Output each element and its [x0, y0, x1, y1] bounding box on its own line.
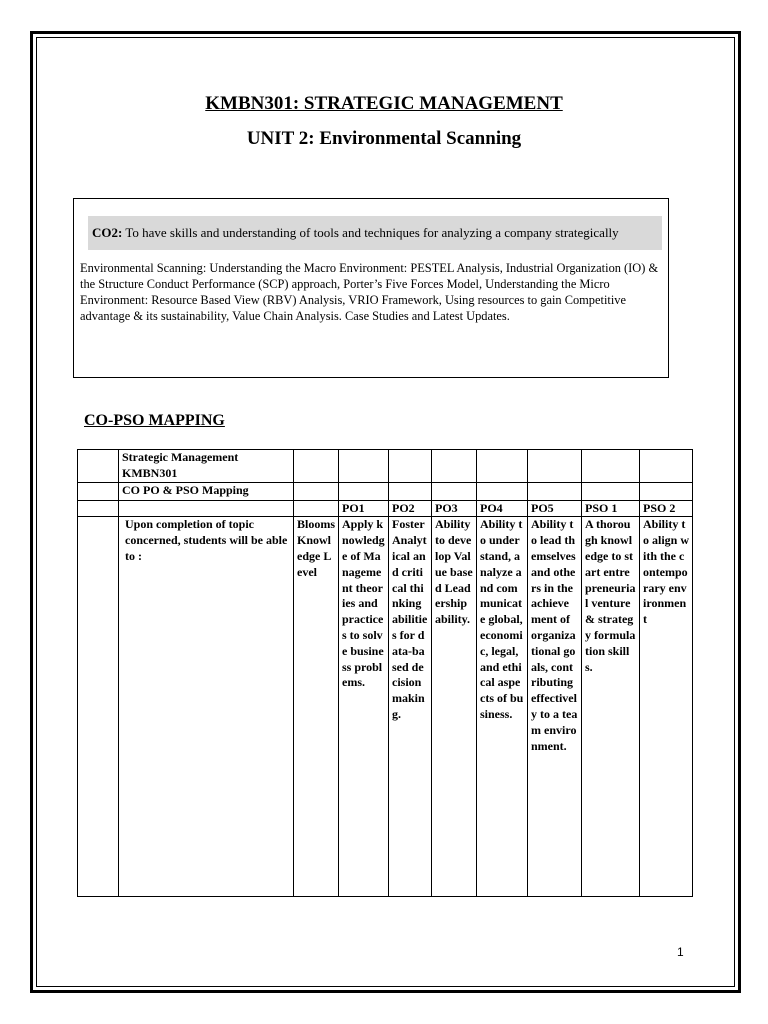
table-header-row: [78, 500, 693, 517]
table-cell: [432, 482, 477, 500]
course-outcome-bar: [88, 216, 662, 250]
po4-description-cell: Ability to understand, analyze and communicate global, economic, legal, and ethical aspects of business.: [477, 517, 528, 897]
table-cell: [339, 482, 389, 500]
table-cell: [432, 450, 477, 483]
table-cell: [389, 482, 432, 500]
po1-description-cell: Apply knowledge of Management theories and practices to solve business problems.: [339, 517, 389, 897]
course-label-cell: Strategic Management KMBN301: [119, 450, 294, 483]
row-label-cell: Upon completion of topic concerned, students will be able to :: [119, 517, 294, 897]
mapping-heading: CO-PSO MAPPING: [84, 412, 225, 429]
blooms-level-cell: Blooms Knowledge Level: [294, 517, 339, 897]
table-cell: [78, 517, 119, 897]
table-cell: [294, 500, 339, 517]
mapping-label-cell: CO PO & PSO Mapping: [119, 482, 294, 500]
po2-description-cell: Foster Analytical and critical thinking abilities for data-based decision making.: [389, 517, 432, 897]
table-cell: [339, 450, 389, 483]
course-outcome-box: [73, 198, 669, 378]
table-cell: [528, 450, 582, 483]
table-cell: [477, 450, 528, 483]
course-outcome-text: To have skills and understanding of tools and techniques for analyzing a company strategically: [122, 225, 619, 240]
table-cell: [582, 482, 640, 500]
table-cell: [78, 450, 119, 483]
table-cell: [78, 482, 119, 500]
table-row: [78, 517, 693, 897]
column-header-pso1: PSO 1: [582, 500, 640, 517]
table-cell: [528, 482, 582, 500]
table-cell: [119, 500, 294, 517]
column-header-po3: PO3: [432, 500, 477, 517]
column-header-pso2: PSO 2: [640, 500, 693, 517]
column-header-po4: PO4: [477, 500, 528, 517]
pso1-description-cell: A thorough knowledge to start entrepreneurial venture & strategy formulation skills.: [582, 517, 640, 897]
table-cell: [294, 482, 339, 500]
co-pso-mapping-table: [77, 449, 693, 897]
page-number: 1: [677, 945, 684, 959]
table-cell: [640, 482, 693, 500]
unit-title: UNIT 2: Environmental Scanning: [246, 128, 522, 149]
po3-description-cell: Ability to develop Value based Leadership ability.: [432, 517, 477, 897]
column-header-po1: PO1: [339, 500, 389, 517]
table-cell: [477, 482, 528, 500]
table-cell: [389, 450, 432, 483]
course-outcome-code: CO2:: [92, 225, 123, 240]
table-cell: [640, 450, 693, 483]
table-cell: [294, 450, 339, 483]
table-row: [78, 450, 693, 483]
course-title: KMBN301: STRATEGIC MANAGEMENT: [205, 93, 563, 114]
column-header-po5: PO5: [528, 500, 582, 517]
pso2-description-cell: Ability to align with the contemporary environment: [640, 517, 693, 897]
table-row: [78, 482, 693, 500]
table-cell: [78, 500, 119, 517]
column-header-po2: PO2: [389, 500, 432, 517]
course-outcome-description: Environmental Scanning: Understanding the Macro Environment: PESTEL Analysis, Industrial Organization (IO) & the Structure Conduct Performance (SCP) approach, Porter’s Five Forces Model, Understanding the Micro Environment: Resource Based View (RBV) Analysis, VRIO Framework, Using resources to gain Competitive advantage & its sustainability, Value Chain Analysis. Case Studies and Latest Updates.: [80, 261, 659, 323]
table-cell: [582, 450, 640, 483]
po5-description-cell: Ability to lead themselves and others in the achievement of organizational goals, contributing effectively to a team environment.: [528, 517, 582, 897]
